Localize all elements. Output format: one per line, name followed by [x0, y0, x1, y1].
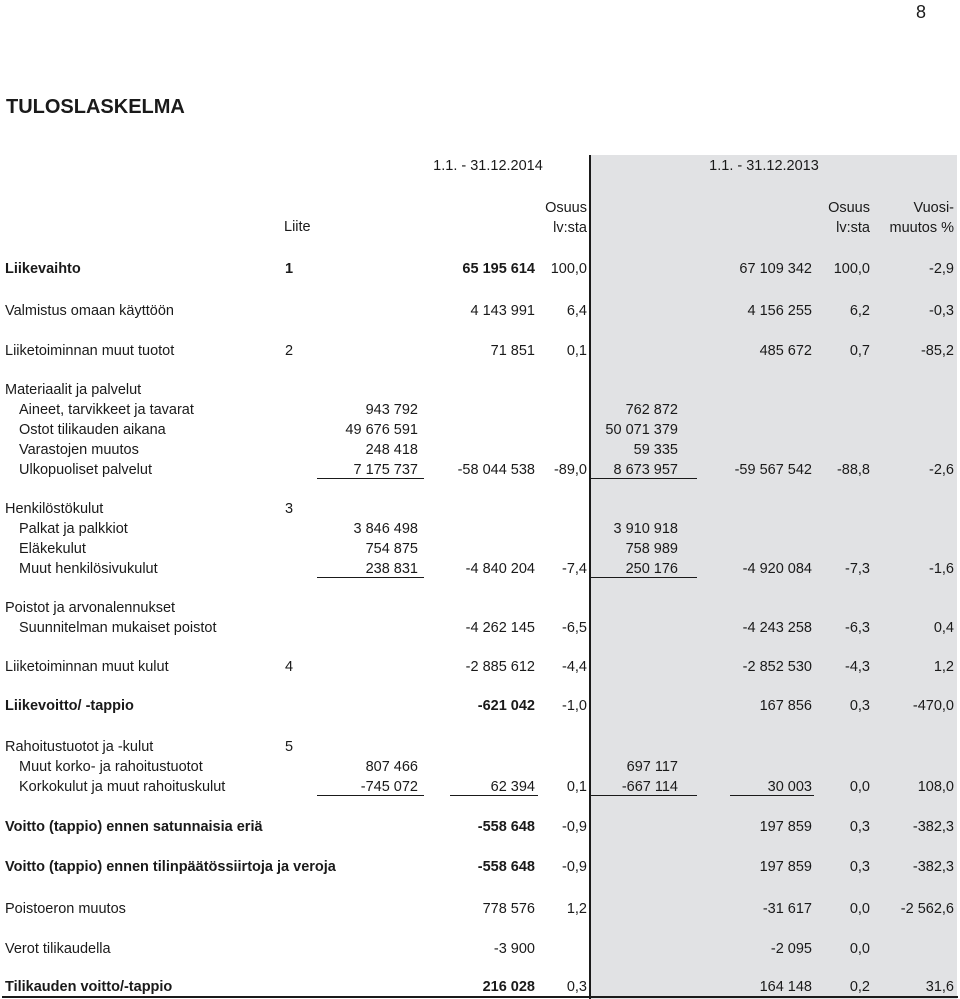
row-label: Eläkekulut [19, 541, 86, 557]
current-total-value: 4 143 991 [470, 303, 535, 319]
subtotal-underline [590, 577, 697, 578]
table-row [0, 539, 960, 559]
row-label: Muut korko- ja rahoitustuotot [19, 759, 203, 775]
previous-share-pct: 0,0 [849, 901, 870, 917]
current-total-value: 71 851 [490, 343, 535, 359]
table-row [0, 696, 960, 716]
annual-change-pct: -382,3 [912, 819, 954, 835]
current-share-pct: -0,9 [562, 819, 587, 835]
row-label: Aineet, tarvikkeet ja tavarat [19, 402, 194, 418]
table-row [0, 598, 960, 618]
previous-share-pct: -6,3 [845, 620, 870, 636]
table-row [0, 737, 960, 757]
row-label: Liikevoitto/ -tappio [5, 698, 134, 714]
current-item-value: 943 792 [365, 402, 418, 418]
row-label: Henkilöstökulut [5, 501, 104, 517]
current-item-value: 49 676 591 [345, 422, 418, 438]
previous-item-value: 59 335 [633, 442, 678, 458]
current-item-value: -745 072 [360, 779, 418, 795]
current-total-value: -3 900 [493, 941, 535, 957]
current-item-value: 3 846 498 [353, 521, 418, 537]
row-label: Ulkopuoliset palvelut [19, 462, 152, 478]
table-row [0, 939, 960, 959]
current-item-value: 7 175 737 [353, 462, 418, 478]
total-underline [450, 795, 538, 796]
previous-total-value: 197 859 [759, 859, 812, 875]
subtotal-underline [590, 478, 697, 479]
table-row [0, 777, 960, 797]
current-share-pct: -7,4 [562, 561, 587, 577]
annual-change-header: Vuosi- muutos % [889, 200, 954, 236]
share-header-previous: Osuus lv:sta [828, 200, 870, 236]
previous-item-value: 758 989 [625, 541, 678, 557]
current-total-value: -558 648 [477, 819, 535, 835]
table-row [0, 301, 960, 321]
current-share-pct: 6,4 [566, 303, 587, 319]
previous-share-pct: 6,2 [849, 303, 870, 319]
annual-change-pct: -2 562,6 [900, 901, 954, 917]
previous-total-value: -2 852 530 [742, 659, 812, 675]
annual-change-pct: -470,0 [912, 698, 954, 714]
current-period-header: 1.1. - 31.12.2014 [433, 158, 543, 174]
current-total-value: 778 576 [482, 901, 535, 917]
current-share-pct: -6,5 [562, 620, 587, 636]
table-row [0, 420, 960, 440]
row-label: Suunnitelman mukaiset poistot [19, 620, 217, 636]
table-row [0, 857, 960, 877]
row-label: Poistot ja arvonalennukset [5, 600, 176, 616]
previous-share-pct: 0,7 [849, 343, 870, 359]
current-item-value: 807 466 [365, 759, 418, 775]
annual-change-pct: -1,6 [929, 561, 954, 577]
previous-share-pct: 100,0 [833, 261, 870, 277]
annual-change-pct: -0,3 [929, 303, 954, 319]
share-header-current: Osuus lv:sta [545, 200, 587, 236]
previous-total-value: 164 148 [759, 979, 812, 995]
previous-share-pct: -88,8 [836, 462, 870, 478]
row-label: Verot tilikaudella [5, 941, 111, 957]
subtotal-underline [590, 795, 697, 796]
row-note: 4 [285, 659, 294, 675]
previous-share-pct: 0,0 [849, 941, 870, 957]
previous-share-pct: 0,0 [849, 779, 870, 795]
annual-change-pct: 108,0 [917, 779, 954, 795]
previous-item-value: 50 071 379 [605, 422, 678, 438]
current-share-pct: 0,1 [566, 779, 587, 795]
row-label: Korkokulut ja muut rahoituskulut [19, 779, 226, 795]
previous-share-pct: -7,3 [845, 561, 870, 577]
current-total-value: -58 044 538 [457, 462, 535, 478]
current-total-value: 65 195 614 [462, 261, 535, 277]
table-row [0, 380, 960, 400]
previous-share-pct: -4,3 [845, 659, 870, 675]
previous-total-value: -4 243 258 [742, 620, 812, 636]
table-row [0, 400, 960, 420]
current-share-pct: -1,0 [562, 698, 587, 714]
annual-change-pct: -2,9 [929, 261, 954, 277]
row-label: Liiketoiminnan muut tuotot [5, 343, 175, 359]
current-share-pct: 1,2 [566, 901, 587, 917]
row-label: Liikevaihto [5, 261, 81, 277]
previous-share-pct: 0,3 [849, 698, 870, 714]
current-share-pct: -4,4 [562, 659, 587, 675]
row-label: Varastojen muutos [19, 442, 139, 458]
bottom-rule [2, 996, 958, 998]
current-item-value: 754 875 [365, 541, 418, 557]
previous-item-value: 3 910 918 [613, 521, 678, 537]
previous-share-pct: 0,2 [849, 979, 870, 995]
total-underline [730, 795, 814, 796]
table-row [0, 341, 960, 361]
row-note: 1 [285, 261, 294, 277]
previous-share-pct: 0,3 [849, 819, 870, 835]
current-total-value: 216 028 [482, 979, 535, 995]
previous-total-value: -31 617 [762, 901, 812, 917]
row-note: 2 [285, 343, 294, 359]
previous-total-value: -4 920 084 [742, 561, 812, 577]
table-row [0, 440, 960, 460]
previous-total-value: 4 156 255 [747, 303, 812, 319]
row-label: Liiketoiminnan muut kulut [5, 659, 169, 675]
table-row [0, 618, 960, 638]
previous-total-value: 197 859 [759, 819, 812, 835]
previous-total-value: 67 109 342 [739, 261, 812, 277]
current-total-value: -4 262 145 [465, 620, 535, 636]
current-total-value: 62 394 [490, 779, 535, 795]
current-total-value: -4 840 204 [465, 561, 535, 577]
current-total-value: -621 042 [477, 698, 535, 714]
previous-period-header: 1.1. - 31.12.2013 [709, 158, 819, 174]
previous-item-value: -667 114 [621, 779, 678, 795]
current-share-pct: 0,3 [566, 979, 587, 995]
row-label: Voitto (tappio) ennen tilinpäätössiirtoja ja veroja [5, 859, 336, 875]
page-number: 8 [915, 2, 926, 22]
row-label: Palkat ja palkkiot [19, 521, 128, 537]
note-column-header: Liite [284, 219, 311, 235]
previous-total-value: -59 567 542 [734, 462, 812, 478]
row-label: Ostot tilikauden aikana [19, 422, 166, 438]
table-row [0, 519, 960, 539]
subtotal-underline [317, 795, 424, 796]
page-title: TULOSLASKELMA [6, 96, 185, 118]
table-row [0, 817, 960, 837]
row-note: 5 [285, 739, 294, 755]
previous-item-value: 250 176 [625, 561, 678, 577]
current-total-value: -2 885 612 [465, 659, 535, 675]
previous-total-value: 485 672 [759, 343, 812, 359]
row-label: Materiaalit ja palvelut [5, 382, 142, 398]
previous-total-value: 30 003 [767, 779, 812, 795]
annual-change-pct: -85,2 [920, 343, 954, 359]
row-label: Poistoeron muutos [5, 901, 126, 917]
previous-total-value: -2 095 [770, 941, 812, 957]
table-row [0, 977, 960, 997]
row-label: Muut henkilösivukulut [19, 561, 158, 577]
table-row [0, 657, 960, 677]
previous-share-pct: 0,3 [849, 859, 870, 875]
annual-change-pct: 0,4 [933, 620, 954, 636]
previous-item-value: 762 872 [625, 402, 678, 418]
current-total-value: -558 648 [477, 859, 535, 875]
row-label: Voitto (tappio) ennen satunnaisia eriä [5, 819, 263, 835]
row-label: Rahoitustuotot ja -kulut [5, 739, 154, 755]
previous-item-value: 697 117 [626, 759, 678, 775]
row-label: Valmistus omaan käyttöön [5, 303, 174, 319]
subtotal-underline [317, 478, 424, 479]
current-item-value: 248 418 [365, 442, 418, 458]
row-note: 3 [285, 501, 294, 517]
previous-total-value: 167 856 [759, 698, 812, 714]
annual-change-pct: -2,6 [929, 462, 954, 478]
annual-change-pct: 31,6 [925, 979, 954, 995]
table-row [0, 499, 960, 519]
current-share-pct: -89,0 [553, 462, 587, 478]
annual-change-pct: 1,2 [933, 659, 954, 675]
current-share-pct: 0,1 [566, 343, 587, 359]
current-item-value: 238 831 [365, 561, 418, 577]
annual-change-pct: -382,3 [912, 859, 954, 875]
table-row [0, 460, 960, 480]
current-share-pct: 100,0 [550, 261, 587, 277]
current-share-pct: -0,9 [562, 859, 587, 875]
table-row [0, 899, 960, 919]
previous-item-value: 8 673 957 [613, 462, 678, 478]
table-row [0, 757, 960, 777]
row-label: Tilikauden voitto/-tappio [5, 979, 173, 995]
table-row [0, 559, 960, 579]
table-row [0, 259, 960, 279]
subtotal-underline [317, 577, 424, 578]
